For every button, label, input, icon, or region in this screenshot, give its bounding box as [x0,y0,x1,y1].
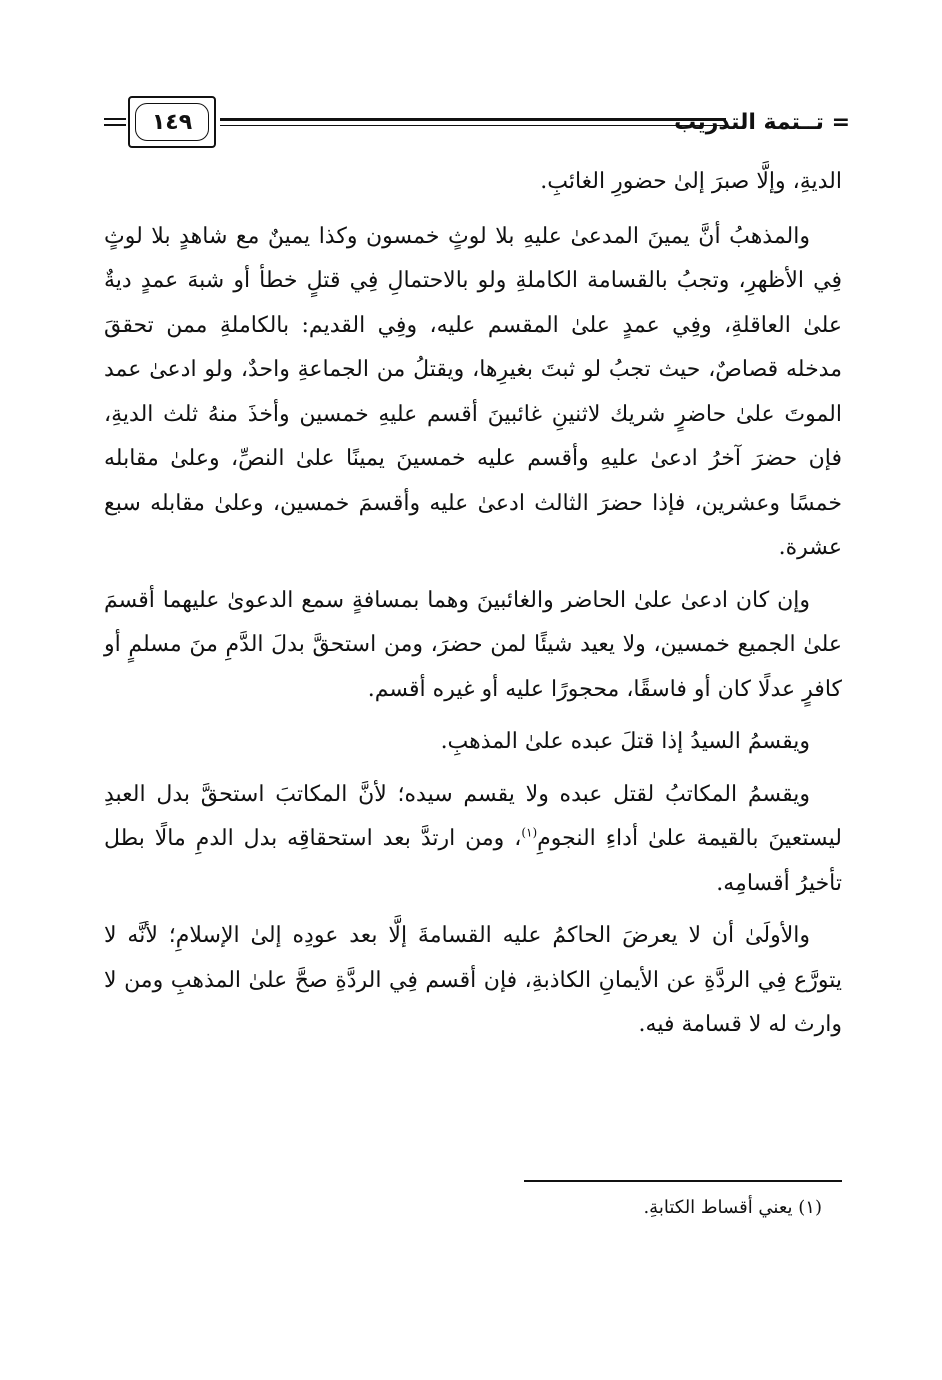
paragraph-2: والمذهبُ أنَّ يمينَ المدعىٰ عليهِ بلا لوثٍ خمسون وكذا يمينٌ مع شاهدٍ بلا لوثٍ فِي الأظهرِ، وتجبُ بالقسامة الكاملةِ ولو بالاحتمالِ فِي قتلٍ خطأ أو شبهَ عمدٍ ديةٌ علىٰ العاقلةِ، وفِي عمدٍ علىٰ المقسم عليه، وفِي القديم: بالكاملةِ ممن تحققَ مدخله قصاصٌ، حيث تجبُ لو ثبتَ بغيرِها، ويقتلُ من الجماعةِ واحدٌ، ولو ادعىٰ عمد الموتَ علىٰ حاضرٍ شريك لاثنينِ غائبينَ أقسم عليهِ خمسين وأخذَ منهُ ثلث الديةِ، فإن حضرَ آخرُ ادعىٰ عليهِ وأقسم عليه خمسينَ يمينًا علىٰ النصِّ، وعلىٰ مقابله خمسًا وعشرين، فإذا حضرَ الثالث ادعىٰ عليه وأقسمَ خمسين، وعلىٰ مقابله سبع عشرة. [104,223,842,560]
page-header [104,96,850,152]
main-text [104,160,842,1048]
page-number-frame [128,96,216,148]
footnote-reference[interactable]: (١) [521,825,538,840]
footnote-separator [524,1180,842,1182]
paragraph-3: وإن كان ادعىٰ علىٰ الحاضر والغائبينَ وهما بمسافةٍ سمع الدعوىٰ عليهما أقسمَ علىٰ الجميع خمسين، ولا يعيد شيئًا لمن حضرَ، ومن استحقَّ بدلَ الدَّمِ منَ مسلمٍ أو كافرٍ عدلًا كان أو فاسقًا، محجورًا عليه أو غيره أقسم. [104,587,842,702]
header-rule-end [104,118,126,126]
header-double-rule [220,118,726,126]
running-title: = تــتمة التدريب [674,110,850,135]
paragraph-4: ويقسمُ السيدُ إذا قتلَ عبده علىٰ المذهبِ. [440,729,810,754]
paragraph-5-text-before: ويقسمُ المكاتبُ لقتل عبده ولا يقسم سيده؛ لأنَّ المكاتبَ استحقَّ بدل العبدِ ليستعينَ بالقيمة علىٰ أداءِ النجومِ [104,781,842,851]
paragraph-1: الديةِ، وإلَّا صبرَ إلىٰ حضورِ الغائبِ. [540,169,842,194]
paragraph-6: والأولَىٰ أن لا يعرضَ الحاكمُ عليه القسامةَ إلَّا بعد عودِه إلىٰ الإسلامِ؛ لأنَّه لا يتورَّع فِي الردَّةِ عن الأيمانِ الكاذبةِ، فإن أقسم فِي الردَّةِ صحَّ علىٰ المذهبِ ومن لا وارث له لا قسامة فيه. [104,923,842,1037]
paragraph-5-text-after: ، ومن ارتدَّ بعد استحقاقِه بدل الدمِ مالًا بطل تأخيرُ أقسامِه. [104,826,842,896]
paragraph-5 [104,773,842,907]
footnote: (١) يعني أقساط الكتابةِ. [643,1197,822,1218]
page-number: ١٤٩ [135,103,209,141]
